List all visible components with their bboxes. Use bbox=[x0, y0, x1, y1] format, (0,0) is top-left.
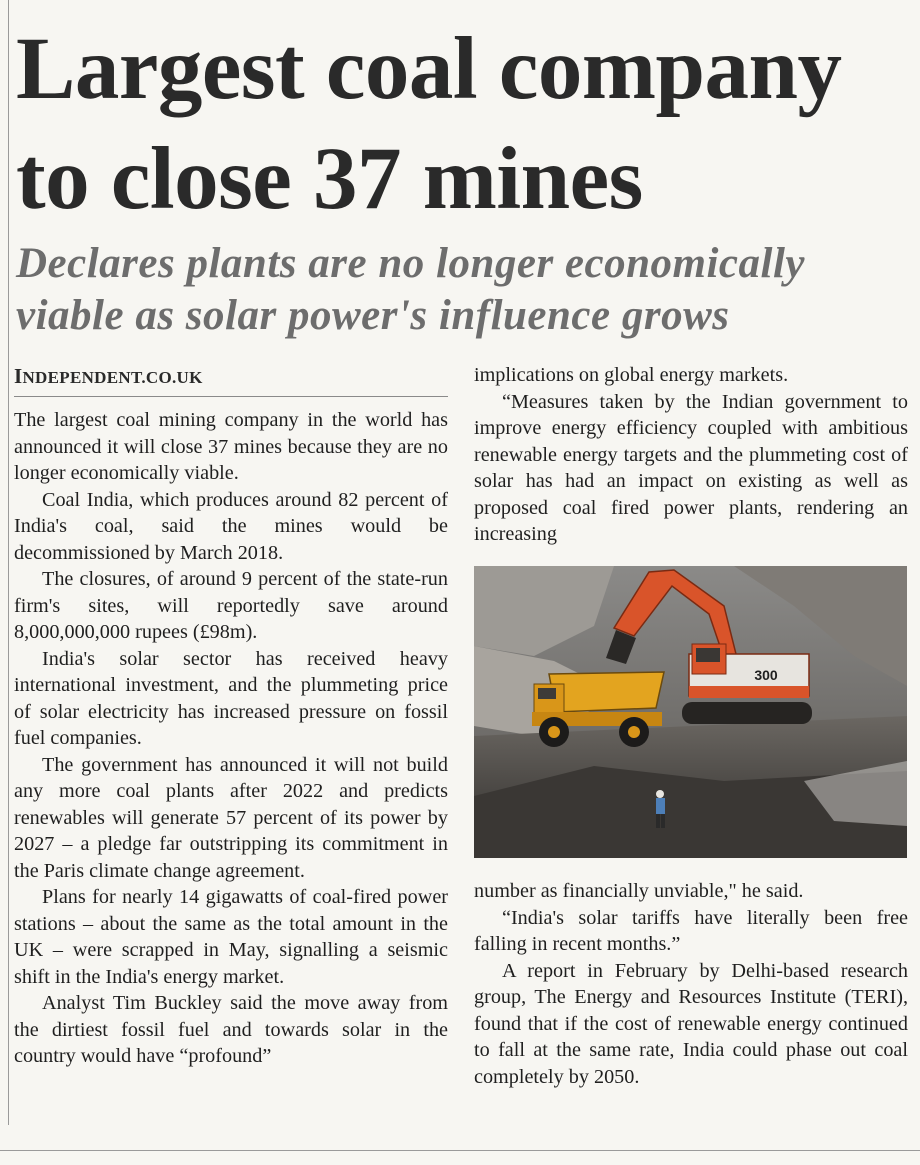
article-paragraph-10: A report in February by Delhi-based research group, The Energy and Resources Institute (TERI), found that if the cost of renewable energy continued to fall at the same rate, India could phase out coal completely by 2050. bbox=[474, 959, 908, 1088]
left-column-rule bbox=[8, 0, 9, 1125]
article-column-right-bottom bbox=[474, 878, 908, 1090]
article-paragraph-2: Coal India, which produces around 82 percent of India's coal, said the mines would be decommissioned by March 2018. bbox=[14, 488, 448, 564]
subheadline-line-1: Declares plants are no longer economically bbox=[16, 240, 805, 287]
article-paragraph-5: The government has announced it will not build any more coal plants after 2022 and predicts renewables will generate 57 percent of its power by 2027 – a pledge far outstripping its commitment in the Paris climate change agreement. bbox=[14, 753, 448, 882]
article-column-left bbox=[14, 362, 448, 1070]
article-paragraph-8-continued: number as financially unviable," he said. bbox=[474, 880, 804, 902]
mine-photo bbox=[474, 566, 907, 858]
article-paragraph-7: Analyst Tim Buckley said the move away from the dirtiest fossil fuel and towards solar in the country would have “profound” bbox=[14, 992, 448, 1067]
source-credit bbox=[14, 362, 448, 397]
article-column-right-top bbox=[474, 362, 908, 548]
source-initial: I bbox=[14, 364, 23, 388]
bottom-rule bbox=[0, 1150, 920, 1151]
headline bbox=[16, 14, 916, 234]
excavator-number: 300 bbox=[754, 667, 778, 683]
article-paragraph-6: Plans for nearly 14 gigawatts of coal-fired power stations – about the same as the total amount in the UK – were scrapped in May, signalling a seismic shift in the India's energy market. bbox=[14, 886, 448, 988]
headline-line-1: Largest coal company bbox=[16, 20, 842, 118]
article-paragraph-7-continued: implications on global energy markets. bbox=[474, 364, 789, 386]
article-paragraph-1: The largest coal mining company in the world has announced it will close 37 mines because they are no longer economically viable. bbox=[14, 409, 448, 484]
subheadline-line-2: viable as solar power's influence grows bbox=[16, 292, 730, 339]
article-paragraph-8: “Measures taken by the Indian government to improve energy efficiency coupled with ambitious renewable energy targets and the plummeting cost of solar has had an impact on existing as well as proposed coal fired power plants, rendering an increasing bbox=[474, 390, 908, 545]
article-paragraph-4: India's solar sector has received heavy international investment, and the plummeting price of solar electricity has increased pressure on fossil fuel companies. bbox=[14, 647, 448, 749]
article-paragraph-3: The closures, of around 9 percent of the state-run firm's sites, will reportedly save around 8,000,000,000 rupees (£98m). bbox=[14, 568, 448, 643]
headline-line-2: to close 37 mines bbox=[16, 130, 643, 228]
mine-photo-illustration bbox=[474, 566, 907, 858]
source-name: NDEPENDENT.CO.UK bbox=[22, 368, 203, 387]
subheadline bbox=[16, 238, 916, 342]
article-paragraph-9: “India's solar tariffs have literally been free falling in recent months.” bbox=[474, 906, 908, 955]
